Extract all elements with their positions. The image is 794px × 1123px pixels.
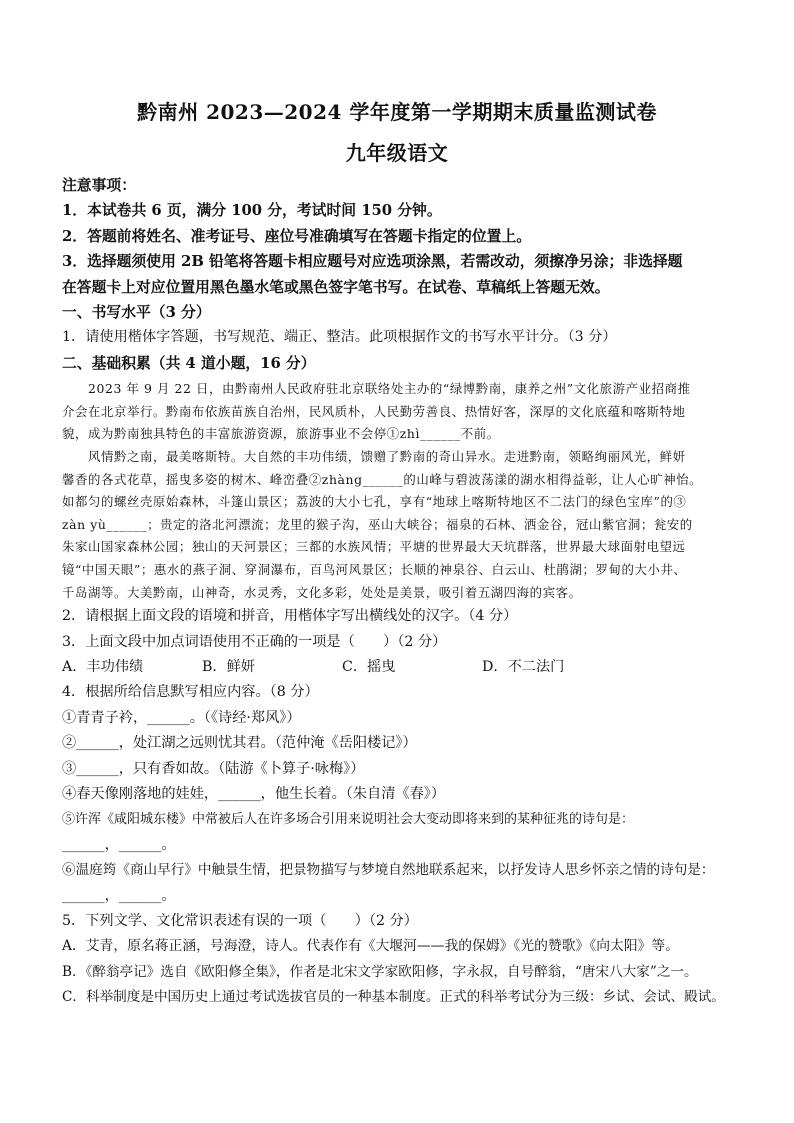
recite-blank: ______，______。: [62, 836, 176, 853]
passage-line: 介会在北京举行。黔南布依族苗族自治州，民风质朴，人民勤劳善良、热情好客，深厚的文化底蕴和喀斯特地: [62, 403, 686, 419]
exam-content: [62, 173, 740, 1011]
section2-heading: 二、基础积累（共 4 道小题，16 分）: [62, 354, 316, 372]
question-1: 1．请使用楷体字答题，书写规范、端正、整洁。此项根据作文的书写水平计分。（3 分）: [62, 329, 617, 346]
passage-line: 馨香的各式花草，摇曳多姿的树木、峰峦叠②zhàng______的山峰与碧波荡漾的湖水相得益彰，让人心旷神怡。: [62, 471, 703, 487]
recite-item: ⑥温庭筠《商山早行》中触景生情，把景物描写与梦境自然地联系起来，以抒发诗人思乡怀亲之情的诗句是：: [62, 862, 715, 879]
passage-line: 镜“中国天眼”；惠水的燕子洞、穿洞瀑布，百鸟河风景区；长顺的神泉谷、白云山、杜鹃湖；罗甸的大小井、: [62, 562, 687, 577]
passage-line: zàn yù______；贵定的洛北河漂流；龙里的猴子沟，巫山大峡谷；福泉的石林、洒金谷，冠山紫官洞；瓮安的: [62, 516, 693, 532]
passage-line: 貌，成为黔南独具特色的丰富旅游资源，旅游事业不会停①zhì______不前。: [62, 426, 500, 442]
passage-line: 朱家山国家森林公园；独山的天河景区；三都的水族风情；平塘的世界最大天坑群落，世界最大球面射电望远: [62, 539, 686, 555]
notice-item: 在答题卡上对应位置用黑色墨水笔或黑色签字笔书写。在试卷、草稿纸上答题无效。: [62, 278, 610, 296]
exam-title: 黔南州 2023—2024 学年度第一学期期末质量监测试卷: [137, 100, 657, 124]
passage-line: 风情黔之南，最美喀斯特。大自然的丰功伟绩，馈赠了黔南的奇山异水。走进黔南，领略绚丽风光，鲜妍: [88, 449, 686, 465]
recite-item: ②______，处江湖之远则忧其君。（范仲淹《岳阳楼记》）: [62, 735, 417, 752]
recite-item: ⑤许浑《咸阳城东楼》中常被后人在许多场合引用来说明社会大变动即将来到的某种征兆的诗句是：: [62, 812, 635, 828]
section1-heading: 一、书写水平（3 分）: [62, 304, 211, 322]
exam-subtitle: 九年级语文: [345, 141, 449, 165]
question-3: 3．上面文段中加点词语使用不正确的一项是（ ）（2 分）: [62, 633, 447, 650]
option-c: C．摇曳: [342, 659, 396, 675]
option-c: C．科举制度是中国历史上通过考试选拔官员的一种基本制度。正式的科举考试分为三级：乡试、会试、殿试。: [62, 989, 725, 1006]
recite-blank: ______，______。: [62, 887, 176, 904]
notice-item: 3．选择题须使用 2B 铅笔将答题卡相应题号对应选项涂黑，若需改动，须擦净另涂；非选择题: [62, 253, 683, 271]
recite-item: ①青青子衿，______。（《诗经·郑风》）: [62, 709, 301, 726]
reading-passage: [62, 378, 740, 604]
question-5: 5．下列文学、文化常识表述有误的一项（ ）（2 分）: [62, 913, 418, 930]
option-b: B．鲜妍: [202, 659, 255, 675]
notice-heading: 注意事项：: [62, 177, 136, 194]
notice-item: 1．本试卷共 6 页，满分 100 分，考试时间 150 分钟。: [62, 202, 442, 220]
option-d: D．不二法门: [482, 659, 565, 675]
question-2: 2．请根据上面文段的语境和拼音，用楷体字写出横线处的汉字。（4 分）: [62, 608, 518, 625]
passage-line: 千岛湖等。大美黔南，山神奇，水灵秀，文化多彩，处处是美景，吸引着五湖四海的宾客。: [62, 584, 582, 600]
recite-item: ④春天像刚落地的娃娃，______，他生长着。（朱自清《春》）: [62, 786, 446, 803]
recite-item: ③______，只有香如故。（陆游《卜算子·咏梅》）: [62, 760, 365, 777]
question-3-options: [62, 655, 740, 680]
option-a: A．丰功伟绩: [62, 659, 144, 675]
option-a: A．艾青，原名蒋正涵，号海澄，诗人。代表作有《大堰河——我的保姆》《光的赞歌》《向太阳》等。: [62, 938, 680, 955]
notice-item: 2．答题前将姓名、准考证号、座位号准确填写在答题卡指定的位置上。: [62, 227, 532, 245]
passage-line: 如都匀的螺丝壳原始森林，斗篷山景区；荔波的大小七孔，享有“地球上喀斯特地区不二法门的绿色宝库”的③: [62, 494, 687, 510]
question-4: 4．根据所给信息默写相应内容。（8 分）: [62, 684, 319, 701]
option-b: B．《醉翁亭记》选自《欧阳修全集》，作者是北宋文学家欧阳修，字永叔，自号醉翁，“唐宋八大家”之一。: [62, 963, 698, 980]
passage-line: 2023 年 9 月 22 日，由黔南州人民政府驻北京联络处主办的“绿博黔南，康养之州”文化旅游产业招商推: [88, 381, 691, 397]
